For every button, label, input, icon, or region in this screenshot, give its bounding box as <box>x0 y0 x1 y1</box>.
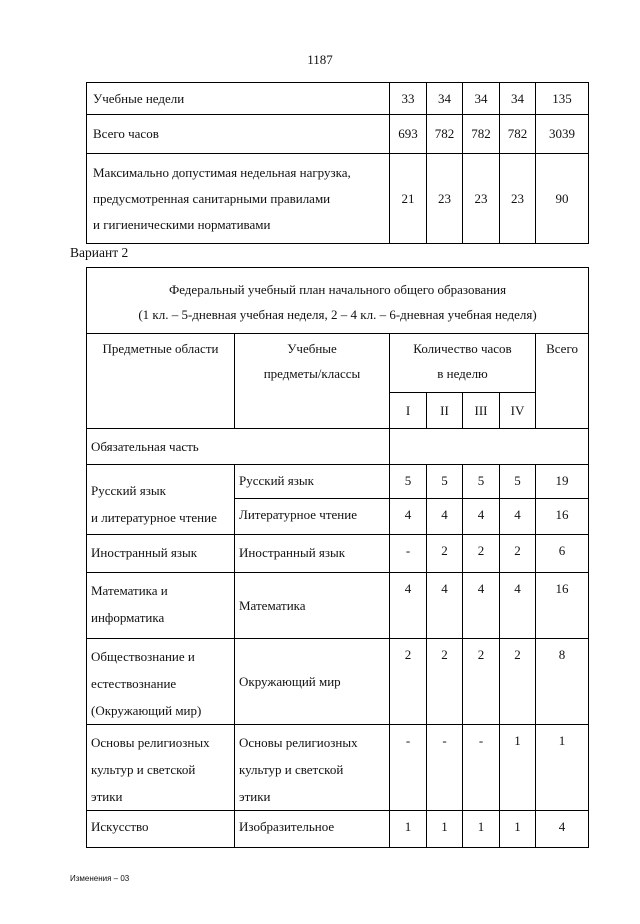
cell-grade-2: 5 <box>427 465 463 499</box>
cell-grade-3: 2 <box>463 639 500 725</box>
header-total: Всего <box>536 334 589 429</box>
cell-grade-3: 4 <box>463 573 500 639</box>
cell-grade-3: 782 <box>463 115 500 154</box>
area-line: Обществознание и <box>91 649 195 664</box>
area-line: Математика и <box>91 583 168 598</box>
cell-grade-3: 34 <box>463 83 500 115</box>
area-line: информатика <box>91 610 165 625</box>
cell-grade-3: 23 <box>463 154 500 244</box>
label-line: предусмотренная санитарными правилами <box>93 190 331 206</box>
header-row <box>87 334 589 393</box>
table-row <box>87 115 589 154</box>
cell-grade-4: 34 <box>500 83 536 115</box>
subject-cell: Литературное чтение <box>235 499 390 535</box>
cell-total: 19 <box>536 465 589 499</box>
cell-total: 6 <box>536 535 589 573</box>
cell-grade-4: 4 <box>500 499 536 535</box>
caption-line: Федеральный учебный план начального общего образования <box>168 281 507 297</box>
cell-grade-2: 2 <box>427 639 463 725</box>
subject-cell: Математика <box>235 573 390 639</box>
table-row <box>87 465 589 499</box>
summary-table <box>86 82 589 244</box>
mandatory-part-label: Обязательная часть <box>87 429 390 465</box>
row-label <box>87 154 390 244</box>
area-line: и литературное чтение <box>91 510 217 525</box>
cell-grade-2: 1 <box>427 811 463 848</box>
header-subjects <box>235 334 390 429</box>
header-hours <box>390 334 536 393</box>
area-line: Русский язык <box>91 483 166 498</box>
header-line: Количество часов <box>413 341 512 356</box>
area-line: Основы религиозных <box>91 735 210 750</box>
subject-cell: Иностранный язык <box>235 535 390 573</box>
cell-grade-2: 34 <box>427 83 463 115</box>
footer-note: Изменения – 03 <box>70 874 130 883</box>
area-line: этики <box>91 789 123 804</box>
cell-grade-2: 23 <box>427 154 463 244</box>
cell-total: 90 <box>536 154 589 244</box>
cell-grade-1: - <box>390 535 427 573</box>
cell-total: 16 <box>536 499 589 535</box>
curriculum-table <box>86 267 589 848</box>
subject-cell: Окружающий мир <box>235 639 390 725</box>
label-line: Максимально допустимая недельная нагрузка, <box>93 164 351 180</box>
cell-total: 3039 <box>536 115 589 154</box>
cell-grade-4: 1 <box>500 725 536 811</box>
table-row <box>87 535 589 573</box>
table-row <box>87 573 589 639</box>
area-line: естествознание <box>91 676 177 691</box>
label-line: и гигиеническими нормативами <box>93 216 271 232</box>
table-row <box>87 154 589 244</box>
cell-grade-4: 4 <box>500 573 536 639</box>
row-label: Учебные недели <box>87 83 390 115</box>
cell-grade-1: 21 <box>390 154 427 244</box>
table-row <box>87 83 589 115</box>
cell-grade-2: 4 <box>427 573 463 639</box>
area-line: культур и светской <box>91 762 196 777</box>
section-row <box>87 429 589 465</box>
area-cell <box>87 465 235 535</box>
cell-grade-3: 4 <box>463 499 500 535</box>
header-areas: Предметные области <box>87 334 235 429</box>
cell-grade-1: 2 <box>390 639 427 725</box>
cell-grade-1: 1 <box>390 811 427 848</box>
cell-grade-1: 33 <box>390 83 427 115</box>
cell-total: 4 <box>536 811 589 848</box>
table-caption <box>87 268 589 334</box>
table-row <box>87 725 589 811</box>
grade-4-header: IV <box>500 393 536 429</box>
variant-label: Вариант 2 <box>70 245 129 260</box>
cell-total: 16 <box>536 573 589 639</box>
subject-line: культур и светской <box>239 762 344 777</box>
cell-grade-3: 5 <box>463 465 500 499</box>
cell-total: 135 <box>536 83 589 115</box>
area-cell <box>87 573 235 639</box>
cell-grade-4: 2 <box>500 639 536 725</box>
cell-grade-4: 782 <box>500 115 536 154</box>
area-cell: Иностранный язык <box>87 535 235 573</box>
subject-cell: Русский язык <box>235 465 390 499</box>
header-line: предметы/классы <box>263 366 361 381</box>
cell-grade-1: 5 <box>390 465 427 499</box>
subject-line: Основы религиозных <box>239 735 358 750</box>
page-number: 1187 <box>307 52 333 67</box>
cell-grade-1: 693 <box>390 115 427 154</box>
area-cell: Искусство <box>87 811 235 848</box>
row-label: Всего часов <box>87 115 390 154</box>
cell-grade-3: - <box>463 725 500 811</box>
cell-grade-4: 5 <box>500 465 536 499</box>
cell-grade-3: 2 <box>463 535 500 573</box>
empty-cell <box>390 429 589 465</box>
header-line: Учебные <box>287 341 337 356</box>
table-caption-row <box>87 268 589 334</box>
grade-3-header: III <box>463 393 500 429</box>
table-row <box>87 811 589 848</box>
caption-line: (1 кл. – 5-дневная учебная неделя, 2 – 4 кл. – 6-дневная учебная неделя) <box>138 306 537 322</box>
cell-grade-2: 4 <box>427 499 463 535</box>
cell-grade-2: 2 <box>427 535 463 573</box>
subject-cell <box>235 725 390 811</box>
area-line: (Окружающий мир) <box>91 703 202 718</box>
grade-1-header: I <box>390 393 427 429</box>
cell-total: 8 <box>536 639 589 725</box>
cell-grade-1: 4 <box>390 573 427 639</box>
cell-grade-4: 1 <box>500 811 536 848</box>
subject-cell: Изобразительное <box>235 811 390 848</box>
cell-grade-1: - <box>390 725 427 811</box>
cell-grade-2: 782 <box>427 115 463 154</box>
subject-line: этики <box>239 789 271 804</box>
grade-2-header: II <box>427 393 463 429</box>
area-cell <box>87 725 235 811</box>
cell-grade-4: 2 <box>500 535 536 573</box>
area-cell <box>87 639 235 725</box>
cell-grade-2: - <box>427 725 463 811</box>
header-line: в неделю <box>437 366 488 381</box>
cell-total: 1 <box>536 725 589 811</box>
cell-grade-3: 1 <box>463 811 500 848</box>
cell-grade-4: 23 <box>500 154 536 244</box>
cell-grade-1: 4 <box>390 499 427 535</box>
table-row <box>87 639 589 725</box>
